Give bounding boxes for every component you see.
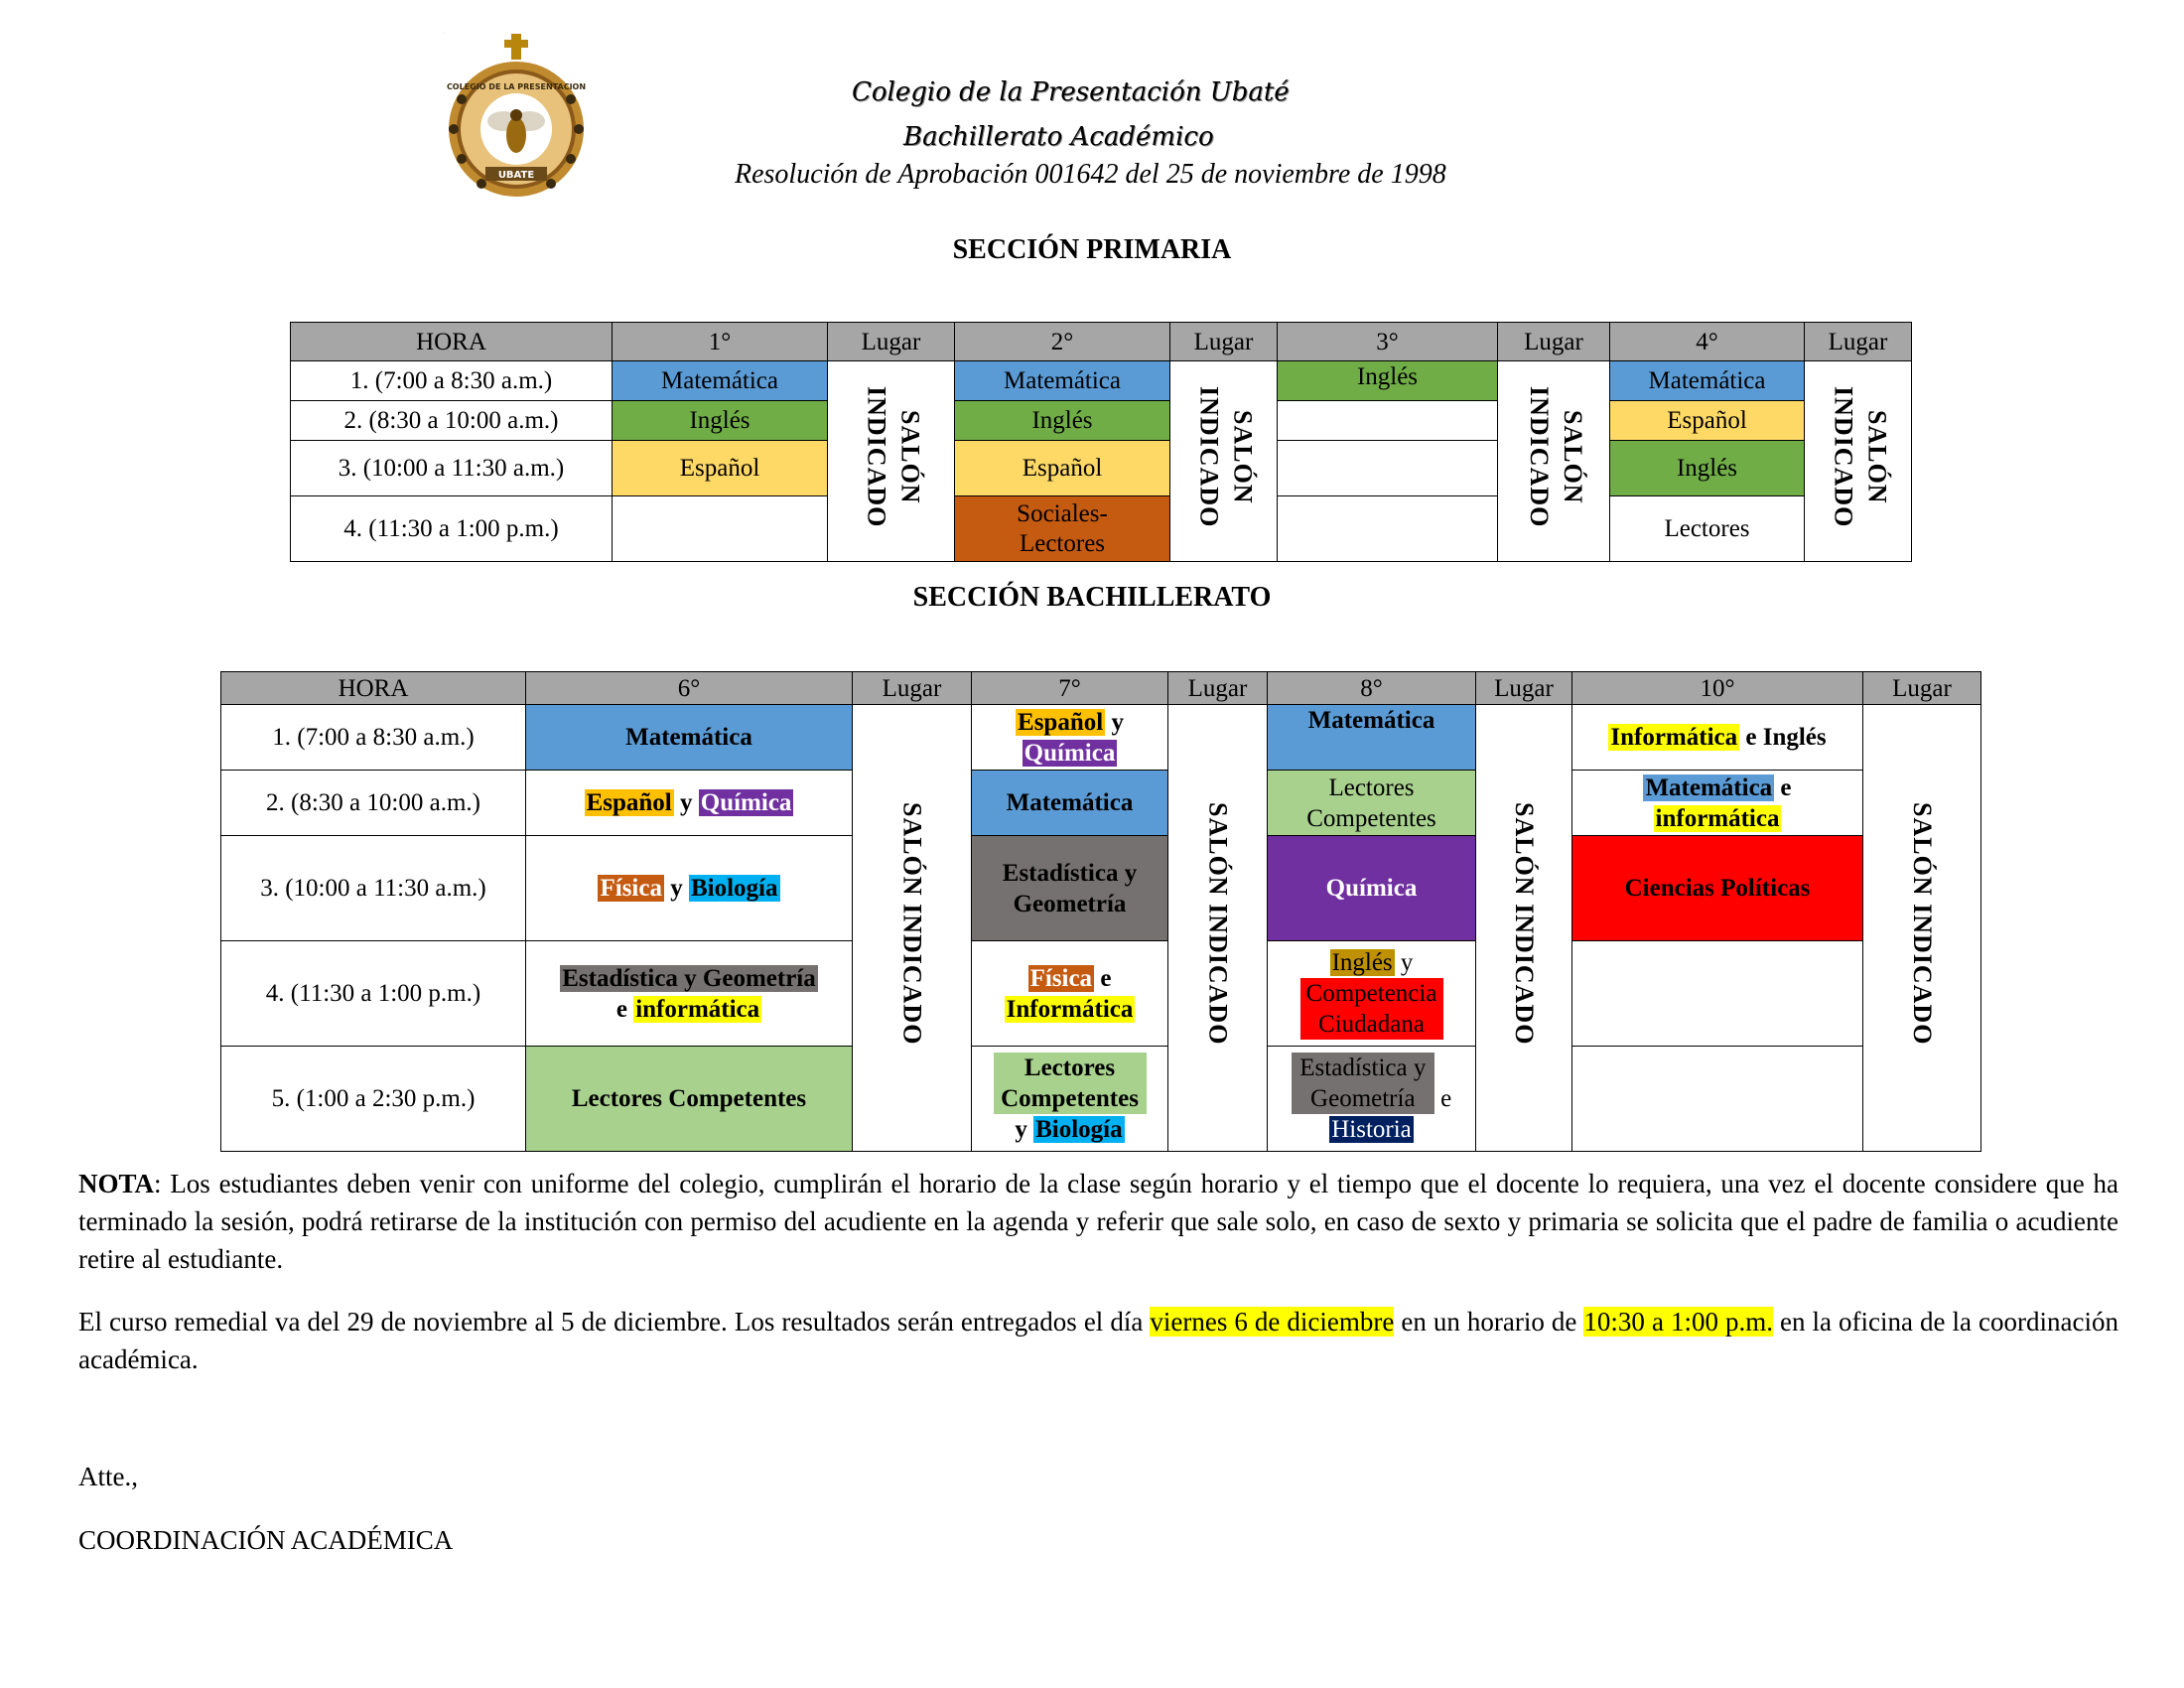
- note-text: : Los estudiantes deben venir con uniforme del colegio, cumplirán el horario de la clase según horario y el tiempo que el docente lo requiera, una vez el docente considere que ha terminado la sesión, podrá retirarse de la institución con permiso del acudiente en la agenda y referir que sale solo, en caso de sexto y primaria se solicita que el padre de familia o acudiente retire al estudiante.: [78, 1169, 2118, 1274]
- col-lugar: Lugar: [1476, 672, 1572, 705]
- logo-text-bottom: UBATE: [497, 170, 535, 181]
- primaria-title: SECCIÓN PRIMARIA: [952, 234, 1232, 265]
- place-label: SALÓN INDICADO: [1525, 386, 1587, 528]
- class-cell: [1572, 705, 1863, 771]
- place-label: SALÓN INDICADO: [897, 802, 927, 1046]
- results-time: 10:30 a 1:00 p.m.: [1583, 1307, 1773, 1336]
- col-grade-2: 2°: [955, 323, 1170, 361]
- hour-cell: 4. (11:30 a 1:00 p.m.): [221, 941, 526, 1047]
- subject-biology: Biología: [690, 875, 778, 902]
- subject-physics: Física: [1029, 964, 1093, 992]
- subject-physics: Física: [600, 875, 662, 902]
- hour-cell: 2. (8:30 a 10:00 a.m.): [221, 771, 526, 836]
- place-cell: [1498, 361, 1610, 562]
- col-grade-1: 1°: [613, 323, 828, 361]
- col-lugar: Lugar: [1498, 323, 1610, 361]
- class-cell: Estadística y Geometría: [972, 836, 1168, 941]
- col-grade-6: 6°: [526, 672, 853, 705]
- col-lugar: Lugar: [1168, 672, 1268, 705]
- subject-citizenship: Competencia Ciudadana: [1300, 978, 1443, 1040]
- place-cell: [1863, 705, 1981, 1152]
- hour-cell: 3. (10:00 a 11:30 a.m.): [291, 441, 613, 496]
- col-lugar: Lugar: [1863, 672, 1981, 705]
- class-cell: Inglés: [1610, 441, 1805, 496]
- col-grade-3: 3°: [1278, 323, 1498, 361]
- class-cell: [526, 836, 853, 941]
- subject-english: e Inglés: [1745, 724, 1827, 751]
- connector: e: [1440, 1085, 1452, 1112]
- hour-cell: 1. (7:00 a 8:30 a.m.): [221, 705, 526, 771]
- note-paragraph: [78, 1165, 2118, 1278]
- col-grade-10: 10°: [1572, 672, 1863, 705]
- connector: e: [1780, 774, 1792, 801]
- subject-math: Matemática: [1645, 774, 1773, 801]
- place-cell: [1476, 705, 1572, 1152]
- connector: y: [680, 789, 693, 816]
- place-label: SALÓN INDICADO: [1194, 386, 1258, 528]
- connector: e: [1100, 964, 1112, 992]
- place-label: SALÓN INDICADO: [1908, 802, 1937, 1046]
- col-lugar: Lugar: [828, 323, 955, 361]
- class-cell: Matemática: [1268, 705, 1476, 771]
- class-cell: Ciencias Políticas: [1572, 836, 1863, 941]
- resolution-text: Resolución de Aprobación 001642 del 25 de noviembre de 1998: [735, 159, 1446, 190]
- remedial-text-b: en un horario de: [1394, 1307, 1584, 1336]
- remedial-text-a: El curso remedial va del 29 de noviembre al 5 de diciembre. Los resultados serán entregados el día: [78, 1307, 1151, 1336]
- signature: COORDINACIÓN ACADÉMICA: [78, 1525, 454, 1555]
- svg-text:': ': [444, 32, 445, 37]
- class-cell: Química: [1268, 836, 1476, 941]
- subject-biology: Biología: [1035, 1116, 1123, 1143]
- class-cell: [1572, 771, 1863, 836]
- results-date: viernes 6 de diciembre: [1150, 1307, 1395, 1336]
- connector: y: [1015, 1116, 1027, 1143]
- remedial-paragraph: [78, 1303, 2118, 1378]
- place-label: SALÓN INDICADO: [1829, 386, 1892, 528]
- class-cell: [1278, 441, 1498, 496]
- program-name: Bachillerato Académico: [903, 122, 1214, 152]
- class-cell: [1572, 941, 1863, 1047]
- place-cell: [853, 705, 972, 1152]
- remedial-text-c: en la oficina de la coordinación académica.: [78, 1307, 2119, 1374]
- subject-informatics: Informática: [1610, 724, 1738, 751]
- class-cell: Inglés: [1278, 361, 1498, 401]
- school-logo: [442, 30, 591, 199]
- place-cell: [1168, 705, 1268, 1152]
- class-cell: Español: [1610, 401, 1805, 441]
- class-cell: [526, 941, 853, 1047]
- connector: e: [615, 995, 627, 1023]
- note-label: NOTA: [78, 1169, 155, 1198]
- col-grade-4: 4°: [1610, 323, 1805, 361]
- bachillerato-table: [220, 671, 1981, 1152]
- class-cell: Matemática: [1610, 361, 1805, 401]
- subject-spanish: Español: [586, 789, 672, 816]
- subject-statistics: Estadística y Geometría: [1292, 1053, 1434, 1114]
- class-cell: Matemática: [955, 361, 1170, 401]
- class-cell: Español: [955, 441, 1170, 496]
- class-cell: [972, 941, 1168, 1047]
- connector: y: [670, 875, 683, 902]
- class-cell: Español: [613, 441, 828, 496]
- hour-cell: 3. (10:00 a 11:30 a.m.): [221, 836, 526, 941]
- place-label: SALÓN INDICADO: [1203, 802, 1233, 1046]
- class-cell: Inglés: [955, 401, 1170, 441]
- col-hora: HORA: [291, 323, 613, 361]
- col-grade-7: 7°: [972, 672, 1168, 705]
- col-hora: HORA: [221, 672, 526, 705]
- hour-cell: 1. (7:00 a 8:30 a.m.): [291, 361, 613, 401]
- class-cell: [1572, 1047, 1863, 1152]
- class-cell: [613, 496, 828, 562]
- subject-chemistry: Química: [700, 789, 792, 816]
- place-cell: [1170, 361, 1278, 562]
- connector: y: [1400, 949, 1414, 976]
- class-cell: [1268, 941, 1476, 1047]
- subject-informatics: informática: [1655, 804, 1780, 832]
- class-cell: [1278, 401, 1498, 441]
- col-lugar: Lugar: [1805, 323, 1912, 361]
- hour-cell: 5. (1:00 a 2:30 p.m.): [221, 1047, 526, 1152]
- subject-chemistry: Química: [1024, 739, 1116, 767]
- subject-informatics: Informática: [1006, 995, 1134, 1023]
- school-name: Colegio de la Presentación Ubaté: [852, 77, 1290, 107]
- place-label: SALÓN INDICADO: [1510, 802, 1539, 1046]
- place-cell: [1805, 361, 1912, 562]
- class-cell: Lectores Competentes: [1268, 771, 1476, 836]
- class-cell: [526, 771, 853, 836]
- logo-text-top: COLEGIO DE LA PRESENTACION: [446, 82, 587, 91]
- col-lugar: Lugar: [853, 672, 972, 705]
- class-cell: Inglés: [613, 401, 828, 441]
- hour-cell: 4. (11:30 a 1:00 p.m.): [291, 496, 613, 562]
- subject-english: Inglés: [1331, 949, 1393, 976]
- connector: y: [1111, 708, 1124, 736]
- class-cell: [1268, 1047, 1476, 1152]
- class-cell: Matemática: [526, 705, 853, 771]
- col-grade-8: 8°: [1268, 672, 1476, 705]
- subject-spanish: Español: [1018, 708, 1104, 736]
- place-cell: [828, 361, 955, 562]
- class-cell: [1278, 496, 1498, 562]
- primaria-table: [290, 322, 1912, 562]
- class-cell: Matemática: [972, 771, 1168, 836]
- subject-history: Historia: [1331, 1116, 1412, 1143]
- subject-informatics: informática: [635, 995, 760, 1023]
- class-cell: [972, 705, 1168, 771]
- class-cell: Lectores Competentes: [526, 1047, 853, 1152]
- class-cell: [972, 1047, 1168, 1152]
- col-lugar: Lugar: [1170, 323, 1278, 361]
- place-label: SALÓN INDICADO: [862, 386, 925, 528]
- subject-statistics: Estadística y Geometría: [562, 964, 816, 992]
- class-cell: Sociales- Lectores: [955, 496, 1170, 562]
- class-cell: Lectores: [1610, 496, 1805, 562]
- hour-cell: 2. (8:30 a 10:00 a.m.): [291, 401, 613, 441]
- class-cell: Matemática: [613, 361, 828, 401]
- closing: Atte.,: [78, 1462, 138, 1491]
- subject-reading: Lectores Competentes: [994, 1053, 1147, 1114]
- bachillerato-title: SECCIÓN BACHILLERATO: [912, 582, 1272, 613]
